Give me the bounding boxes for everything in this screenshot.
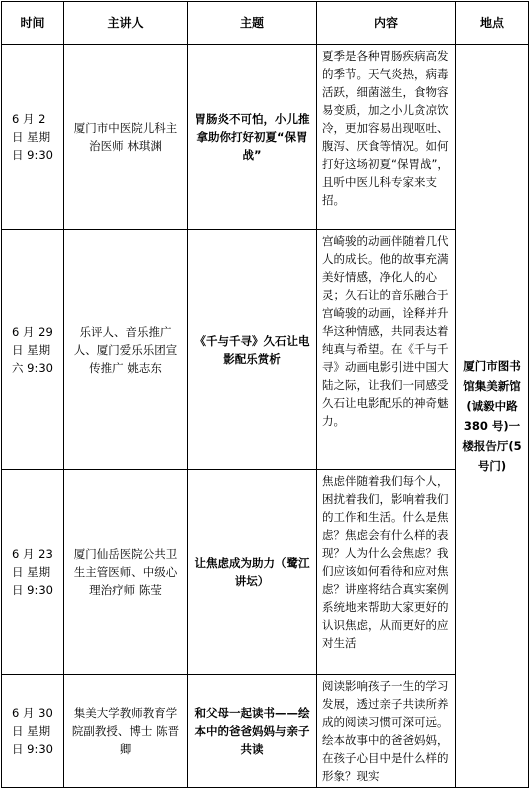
header-row (2, 2, 529, 45)
row-content: 宫崎骏的动画伴随着几代人的成长。他的故事充满美好情感，净化人的心灵；久石让的音乐融合于宫崎骏的动画，诠释并升华这种情感，共同表达着纯真与希望。在《千与千寻》动画电影引进中国大陆之际，让我们一同感受久石让电影配乐的神奇魅力。 (317, 230, 456, 470)
header-topic: 主题 (188, 2, 317, 45)
header-place: 地点 (456, 2, 529, 45)
row-speaker: 厦门仙岳医院公共卫生主管医师、中级心理治疗师 陈莹 (64, 470, 188, 675)
table-row (2, 45, 529, 230)
venue-cell: 厦门市图书馆集美新馆(诚毅中路 380 号)一楼报告厅(5 号门) (456, 45, 529, 788)
row-time: 6 月 23 日 星期日 9:30 (2, 470, 64, 675)
row-speaker: 乐评人、音乐推广人、厦门爱乐乐团宣传推广 姚志东 (64, 230, 188, 470)
row-content: 夏季是各种胃肠疾病高发的季节。天气炎热，病毒活跃，细菌滋生，食物容易变质，加之小儿贪凉饮冷，更加容易出现呕吐、腹泻、厌食等情况。如何打好这场初夏“保胃战”，且听中医儿科专家来支招。 (317, 45, 456, 230)
row-topic: 胃肠炎不可怕，小儿推拿助你打好初夏“保胃战” (188, 45, 317, 230)
row-topic: 《千与千寻》久石让电影配乐赏析 (188, 230, 317, 470)
row-time: 6 月 30 日 星期日 9:30 (2, 675, 64, 788)
row-topic: 让焦虑成为助力（鹭江讲坛） (188, 470, 317, 675)
row-time: 6 月 29 日 星期六 9:30 (2, 230, 64, 470)
header-speaker: 主讲人 (64, 2, 188, 45)
table-row (2, 230, 529, 470)
row-content (317, 675, 456, 788)
table-row (2, 675, 529, 788)
row-time: 6 月 2 日 星期日 9:30 (2, 45, 64, 230)
row-speaker: 集美大学教师教育学院副教授、博士 陈晋卿 (64, 675, 188, 788)
row-speaker: 厦门市中医院儿科主治医师 林琪渊 (64, 45, 188, 230)
row-topic: 和父母一起读书——绘本中的爸爸妈妈与亲子共读 (188, 675, 317, 788)
table-row (2, 470, 529, 675)
schedule-table (1, 1, 529, 788)
header-content: 内容 (317, 2, 456, 45)
row-content-text: 阅读影响孩子一生的学习发展，透过亲子共读所养成的阅读习惯可深可远。绘本故事中的爸爸妈妈，在孩子心目中是什么样的形象？现实 (322, 679, 449, 783)
header-time: 时间 (2, 2, 64, 45)
row-content: 焦虑伴随着我们每个人，困扰着我们，影响着我们的工作和生活。什么是焦虑？焦虑会有什么样的表现？人为什么会焦虑？我们应该如何看待和应对焦虑？讲座将结合真实案例系统地来帮助大家更好的认识焦虑，从而更好的应对生活 (317, 470, 456, 675)
